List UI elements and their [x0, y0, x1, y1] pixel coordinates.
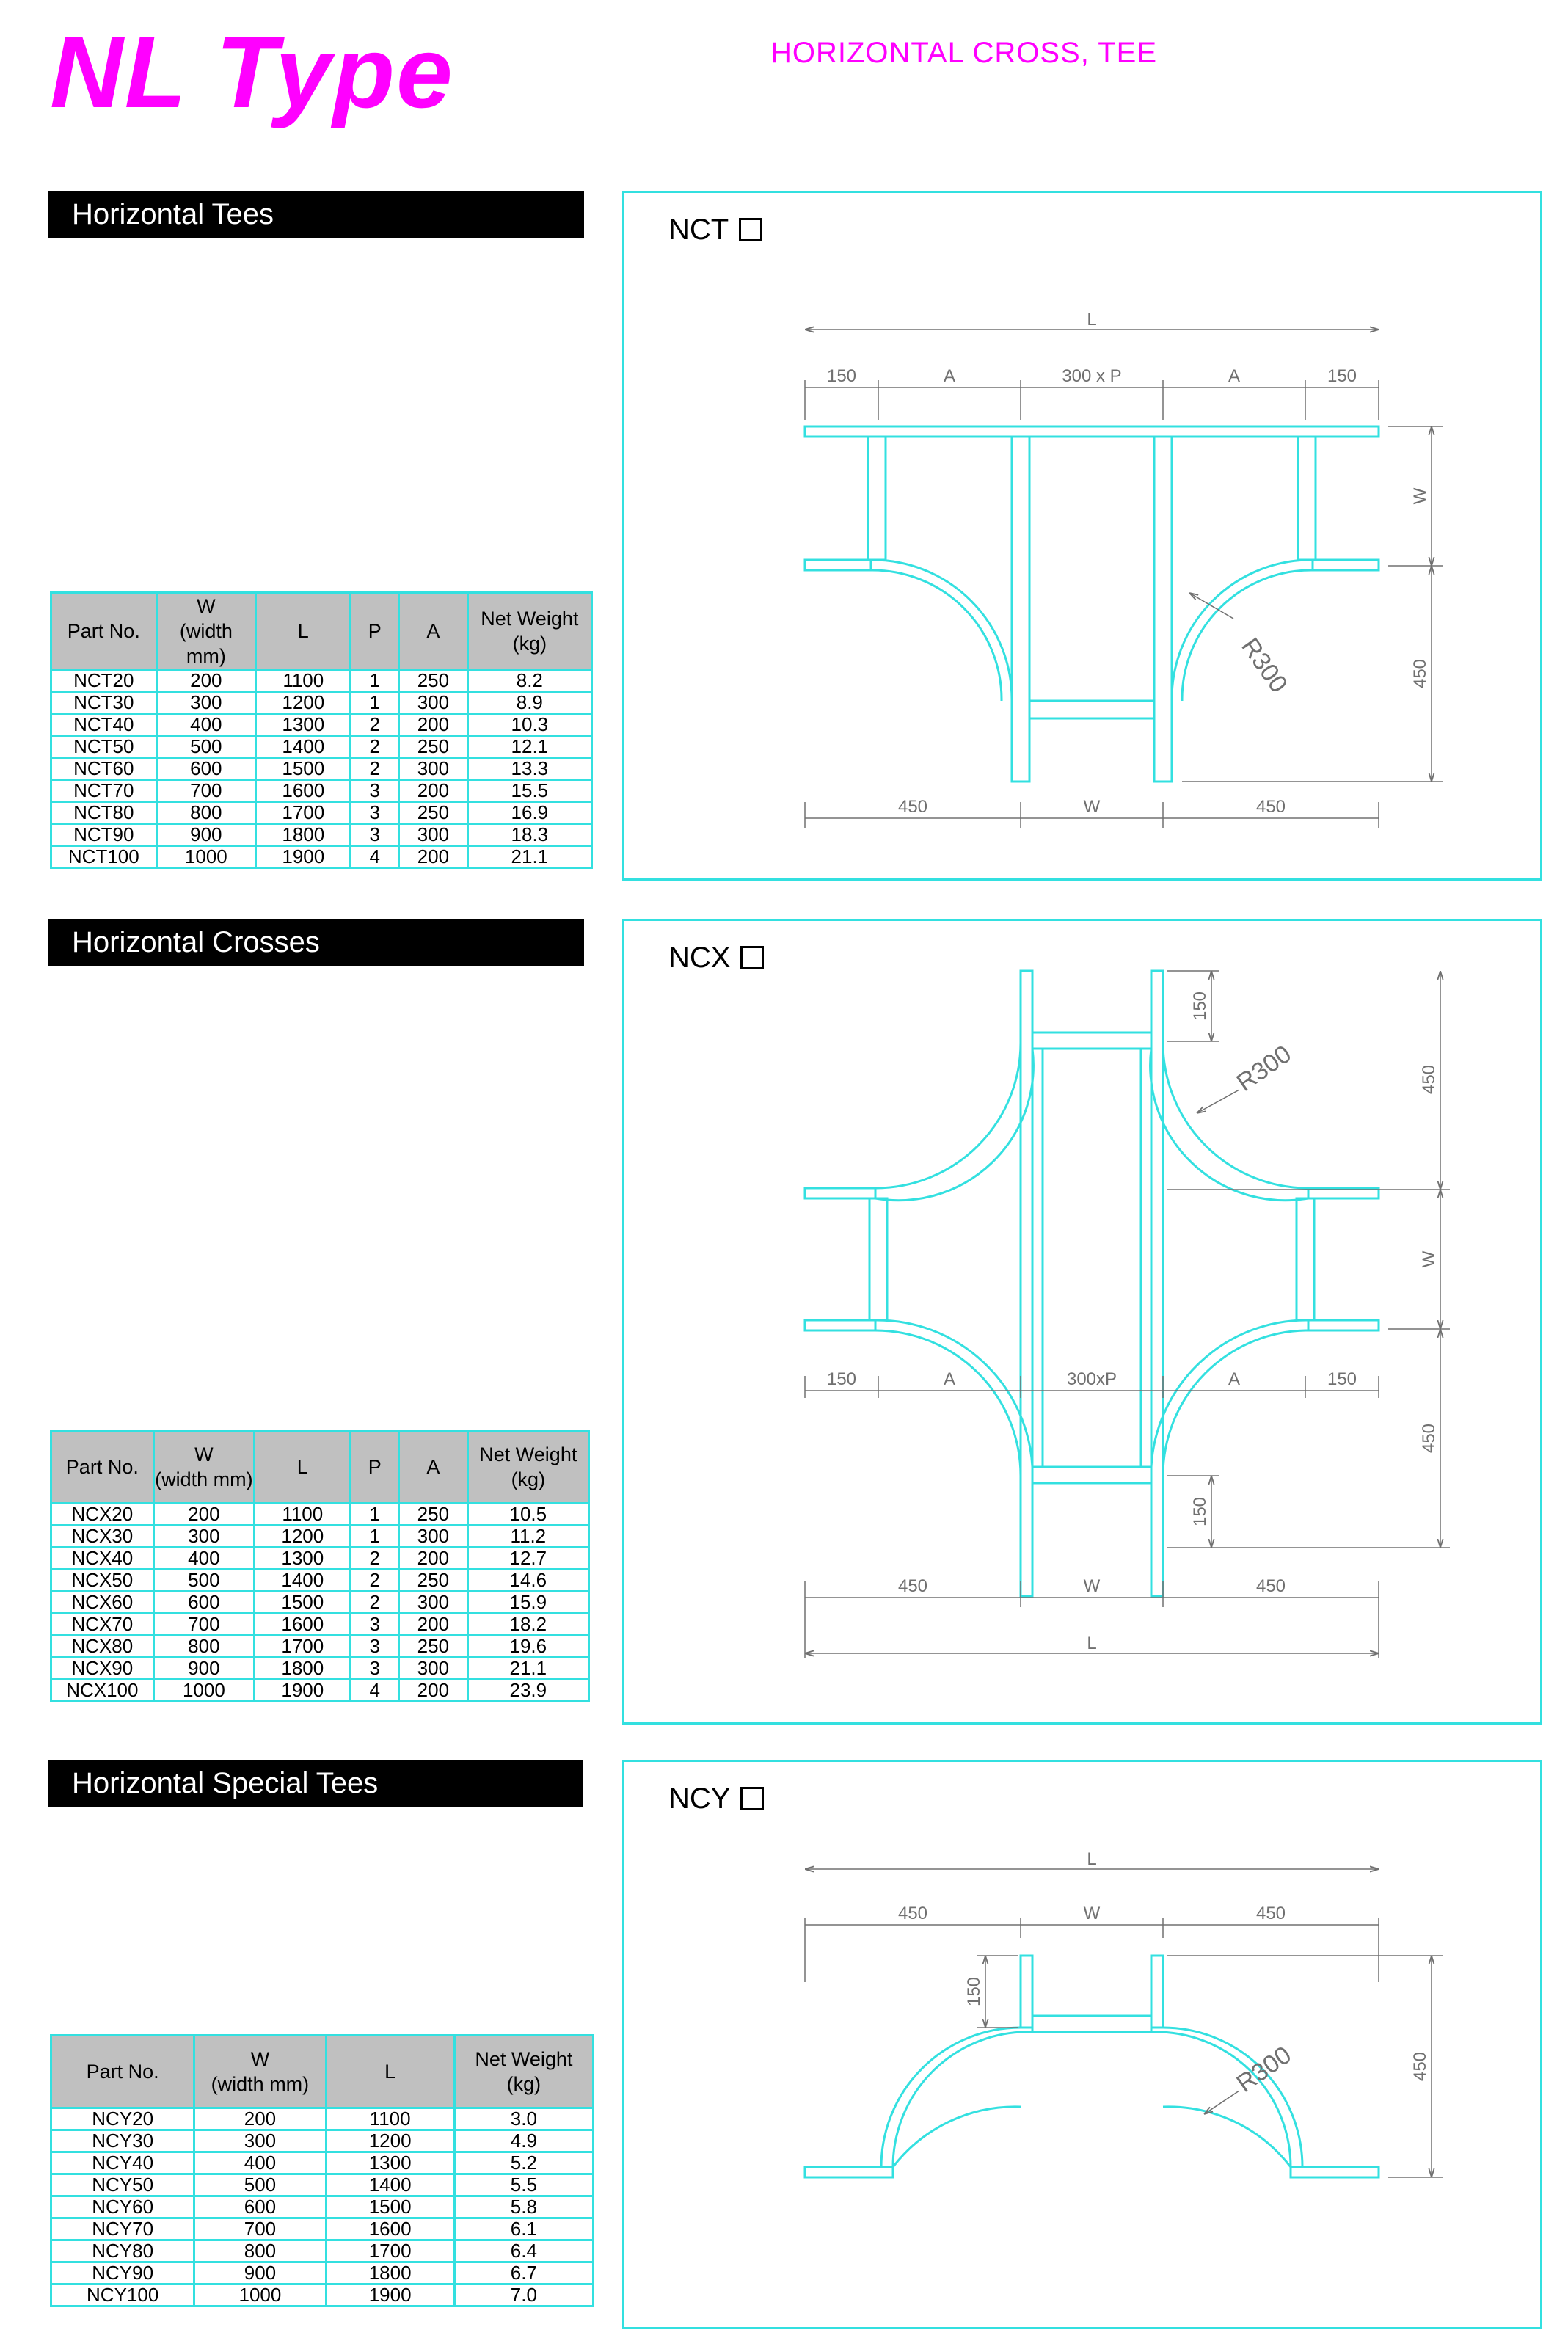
table-cell: 300	[399, 692, 468, 714]
table-cell: 1	[351, 670, 399, 692]
table-cell: 300	[194, 2130, 326, 2152]
table-cell: 1700	[326, 2240, 454, 2262]
table-row	[51, 2240, 594, 2262]
table-row	[51, 2196, 594, 2218]
table-cell: 2	[351, 758, 399, 780]
table-cell: 600	[153, 1592, 254, 1614]
column-header: W (width mm)	[156, 593, 255, 670]
svg-text:450: 450	[897, 797, 928, 817]
column-header: W (width mm)	[194, 2036, 326, 2108]
column-header: L	[326, 2036, 454, 2108]
table-cell: 250	[399, 736, 468, 758]
table-cell: 250	[399, 802, 468, 824]
ncy-label: NCY	[668, 1784, 764, 1813]
svg-text:R300: R300	[1236, 633, 1293, 698]
svg-text:150: 150	[1190, 991, 1210, 1021]
table-row	[51, 1548, 589, 1570]
table-row	[51, 692, 592, 714]
svg-text:450: 450	[1410, 2051, 1430, 2082]
svg-text:R300: R300	[1231, 2041, 1297, 2098]
table-row	[51, 1570, 589, 1592]
table-cell: 1100	[326, 2108, 454, 2130]
column-header: L	[256, 593, 351, 670]
table-cell: 800	[153, 1636, 254, 1658]
table-cell: 5.2	[454, 2152, 593, 2174]
table-cell: 11.2	[467, 1526, 588, 1548]
svg-text:W: W	[1410, 487, 1430, 505]
table-row	[51, 780, 592, 802]
svg-text:R300: R300	[1231, 1040, 1297, 1097]
table-row	[51, 2152, 594, 2174]
table-cell: 500	[153, 1570, 254, 1592]
column-header: P	[351, 1431, 399, 1504]
svg-text:W: W	[1419, 1250, 1439, 1268]
table-cell: NCY90	[51, 2262, 194, 2284]
table-cell: 800	[156, 802, 255, 824]
table-cell: 400	[194, 2152, 326, 2174]
table-cell: 19.6	[467, 1636, 588, 1658]
table-cell: 8.9	[467, 692, 591, 714]
table-row	[51, 758, 592, 780]
table-cell: 1	[351, 1526, 399, 1548]
table-cell: 1900	[256, 846, 351, 868]
svg-text:L: L	[1087, 1634, 1097, 1653]
svg-text:450: 450	[897, 1904, 928, 1923]
ncy-drawing	[624, 1762, 1545, 2331]
table-row	[51, 2262, 594, 2284]
table-cell: 900	[156, 824, 255, 846]
table-cell: 900	[194, 2262, 326, 2284]
table-cell: 10.5	[467, 1504, 588, 1526]
svg-text:150: 150	[826, 366, 857, 386]
table-cell: NCX80	[51, 1636, 154, 1658]
table-row	[51, 1680, 589, 1702]
table-cell: 6.7	[454, 2262, 593, 2284]
table-cell: 14.6	[467, 1570, 588, 1592]
nct-label: NCT	[668, 215, 762, 244]
column-header: Part No.	[51, 2036, 194, 2108]
svg-text:300 x P: 300 x P	[1062, 366, 1122, 386]
table-cell: 12.7	[467, 1548, 588, 1570]
svg-text:A: A	[1228, 1369, 1241, 1389]
table-cell: 1600	[326, 2218, 454, 2240]
table-cell: NCT90	[51, 824, 157, 846]
table-row	[51, 802, 592, 824]
table-cell: 200	[153, 1504, 254, 1526]
table-cell: 700	[194, 2218, 326, 2240]
table-cell: 1200	[326, 2130, 454, 2152]
svg-text:450: 450	[1419, 1064, 1439, 1095]
crosses-diagram-panel	[622, 919, 1542, 1725]
table-cell: 1200	[255, 1526, 351, 1548]
table-cell: 23.9	[467, 1680, 588, 1702]
section-heading-tees: Horizontal Tees	[48, 191, 584, 238]
table-cell: 4	[351, 846, 399, 868]
table-cell: 1200	[256, 692, 351, 714]
table-cell: 16.9	[467, 802, 591, 824]
table-cell: 8.2	[467, 670, 591, 692]
table-cell: NCY70	[51, 2218, 194, 2240]
svg-text:150: 150	[826, 1369, 857, 1389]
table-cell: NCY30	[51, 2130, 194, 2152]
table-row	[51, 2108, 594, 2130]
table-row	[51, 1658, 589, 1680]
table-cell: 250	[399, 1504, 468, 1526]
table-cell: 21.1	[467, 846, 591, 868]
table-cell: 2	[351, 1592, 399, 1614]
table-cell: NCT70	[51, 780, 157, 802]
table-cell: 700	[156, 780, 255, 802]
table-cell: 250	[399, 1570, 468, 1592]
table-cell: 18.2	[467, 1614, 588, 1636]
table-cell: NCT30	[51, 692, 157, 714]
table-cell: 18.3	[467, 824, 591, 846]
svg-text:150: 150	[1327, 1369, 1357, 1389]
table-cell: 400	[153, 1548, 254, 1570]
table-cell: NCX60	[51, 1592, 154, 1614]
table-cell: 200	[399, 1548, 468, 1570]
svg-text:450: 450	[1255, 797, 1286, 817]
table-cell: 1600	[256, 780, 351, 802]
table-cell: 12.1	[467, 736, 591, 758]
table-row	[51, 736, 592, 758]
column-header: Net Weight (kg)	[467, 593, 591, 670]
table-cell: 1000	[156, 846, 255, 868]
column-header: P	[351, 593, 399, 670]
table-cell: 1900	[326, 2284, 454, 2306]
special-diagram-panel	[622, 1760, 1542, 2329]
table-cell: NCT80	[51, 802, 157, 824]
table-cell: NCT20	[51, 670, 157, 692]
table-cell: 15.5	[467, 780, 591, 802]
table-cell: 5.8	[454, 2196, 593, 2218]
table-cell: 200	[399, 714, 468, 736]
table-cell: NCY100	[51, 2284, 194, 2306]
svg-text:A: A	[943, 366, 956, 386]
table-cell: 1100	[256, 670, 351, 692]
column-header: A	[399, 1431, 468, 1504]
table-cell: 4	[351, 1680, 399, 1702]
table-cell: 1800	[326, 2262, 454, 2284]
table-cell: 1500	[255, 1592, 351, 1614]
svg-text:W: W	[1083, 1904, 1101, 1923]
tees-spec-table	[50, 591, 593, 869]
table-cell: 1300	[256, 714, 351, 736]
svg-text:W: W	[1083, 797, 1101, 817]
table-row	[51, 1592, 589, 1614]
page-title: NL Type	[50, 16, 454, 129]
table-cell: 1900	[255, 1680, 351, 1702]
svg-text:450: 450	[1419, 1423, 1439, 1454]
tees-diagram-panel	[622, 191, 1542, 881]
table-cell: 600	[194, 2196, 326, 2218]
table-cell: 200	[399, 846, 468, 868]
table-row	[51, 1614, 589, 1636]
ncx-drawing	[624, 921, 1545, 1727]
table-cell: 1000	[153, 1680, 254, 1702]
table-cell: 300	[399, 824, 468, 846]
column-header: A	[399, 593, 468, 670]
table-cell: 1600	[255, 1614, 351, 1636]
table-cell: 3.0	[454, 2108, 593, 2130]
table-cell: NCY40	[51, 2152, 194, 2174]
table-cell: 200	[399, 780, 468, 802]
column-header: Part No.	[51, 593, 157, 670]
table-cell: 3	[351, 780, 399, 802]
table-cell: 600	[156, 758, 255, 780]
table-cell: 3	[351, 1636, 399, 1658]
table-cell: NCX50	[51, 1570, 154, 1592]
table-cell: 250	[399, 670, 468, 692]
table-cell: 1100	[255, 1504, 351, 1526]
table-cell: 3	[351, 1614, 399, 1636]
table-cell: 1300	[326, 2152, 454, 2174]
column-header: L	[255, 1431, 351, 1504]
table-cell: 3	[351, 802, 399, 824]
table-cell: 1700	[255, 1636, 351, 1658]
svg-text:450: 450	[897, 1576, 928, 1596]
table-cell: 2	[351, 1570, 399, 1592]
table-cell: 1500	[326, 2196, 454, 2218]
table-cell: 7.0	[454, 2284, 593, 2306]
table-cell: 3	[351, 824, 399, 846]
table-cell: NCT60	[51, 758, 157, 780]
table-cell: 1300	[255, 1548, 351, 1570]
table-cell: 1400	[255, 1570, 351, 1592]
table-cell: 6.1	[454, 2218, 593, 2240]
svg-text:150: 150	[964, 1976, 984, 2007]
table-cell: 3	[351, 1658, 399, 1680]
svg-text:A: A	[1228, 366, 1241, 386]
svg-text:450: 450	[1255, 1576, 1286, 1596]
table-cell: 900	[153, 1658, 254, 1680]
table-cell: 300	[156, 692, 255, 714]
table-cell: NCX30	[51, 1526, 154, 1548]
table-cell: 1800	[256, 824, 351, 846]
table-cell: 1400	[256, 736, 351, 758]
table-cell: 800	[194, 2240, 326, 2262]
special-spec-table	[50, 2034, 594, 2307]
section-heading-crosses: Horizontal Crosses	[48, 919, 584, 966]
table-cell: NCY20	[51, 2108, 194, 2130]
table-cell: NCT100	[51, 846, 157, 868]
page-subtitle: HORIZONTAL CROSS, TEE	[770, 37, 1157, 69]
table-cell: 15.9	[467, 1592, 588, 1614]
table-cell: 300	[399, 758, 468, 780]
table-cell: 300	[399, 1592, 468, 1614]
section-heading-special: Horizontal Special Tees	[48, 1760, 583, 1807]
table-cell: 10.3	[467, 714, 591, 736]
table-cell: 1800	[255, 1658, 351, 1680]
ncx-label: NCX	[668, 943, 764, 972]
column-header: W (width mm)	[153, 1431, 254, 1504]
table-row	[51, 2284, 594, 2306]
column-header: Net Weight (kg)	[467, 1431, 588, 1504]
table-row	[51, 714, 592, 736]
table-row	[51, 2218, 594, 2240]
table-cell: 1	[351, 1504, 399, 1526]
table-cell: NCT50	[51, 736, 157, 758]
svg-text:150: 150	[1190, 1496, 1210, 1527]
table-cell: 400	[156, 714, 255, 736]
table-row	[51, 846, 592, 868]
table-cell: 200	[156, 670, 255, 692]
table-row	[51, 1504, 589, 1526]
table-cell: 2	[351, 714, 399, 736]
table-cell: NCY60	[51, 2196, 194, 2218]
table-cell: 700	[153, 1614, 254, 1636]
column-header: Part No.	[51, 1431, 154, 1504]
crosses-spec-table	[50, 1430, 590, 1702]
svg-text:450: 450	[1255, 1904, 1286, 1923]
table-cell: NCX20	[51, 1504, 154, 1526]
svg-text:L: L	[1087, 310, 1097, 329]
table-cell: NCX100	[51, 1680, 154, 1702]
table-cell: 1700	[256, 802, 351, 824]
table-cell: 2	[351, 736, 399, 758]
table-cell: NCY80	[51, 2240, 194, 2262]
table-cell: 1400	[326, 2174, 454, 2196]
table-row	[51, 1636, 589, 1658]
table-cell: 250	[399, 1636, 468, 1658]
svg-text:A: A	[943, 1369, 956, 1389]
table-cell: 1500	[256, 758, 351, 780]
table-row	[51, 670, 592, 692]
table-row	[51, 1526, 589, 1548]
table-cell: 4.9	[454, 2130, 593, 2152]
table-cell: 6.4	[454, 2240, 593, 2262]
table-row	[51, 2130, 594, 2152]
table-row	[51, 824, 592, 846]
table-cell: 13.3	[467, 758, 591, 780]
svg-text:300xP: 300xP	[1066, 1369, 1117, 1389]
svg-text:450: 450	[1410, 658, 1430, 689]
table-cell: 500	[194, 2174, 326, 2196]
table-cell: 1000	[194, 2284, 326, 2306]
table-cell: 200	[399, 1614, 468, 1636]
table-cell: 1	[351, 692, 399, 714]
table-cell: NCT40	[51, 714, 157, 736]
table-cell: 5.5	[454, 2174, 593, 2196]
table-cell: 300	[153, 1526, 254, 1548]
table-row	[51, 2174, 594, 2196]
table-cell: 300	[399, 1526, 468, 1548]
table-cell: 300	[399, 1658, 468, 1680]
svg-text:150: 150	[1327, 366, 1357, 386]
column-header: Net Weight (kg)	[454, 2036, 593, 2108]
table-cell: 500	[156, 736, 255, 758]
table-cell: 200	[194, 2108, 326, 2130]
table-cell: 21.1	[467, 1658, 588, 1680]
table-cell: 2	[351, 1548, 399, 1570]
table-cell: 200	[399, 1680, 468, 1702]
table-cell: NCX40	[51, 1548, 154, 1570]
svg-text:L: L	[1087, 1849, 1097, 1869]
table-cell: NCX90	[51, 1658, 154, 1680]
table-cell: NCX70	[51, 1614, 154, 1636]
nct-drawing	[624, 193, 1545, 883]
svg-text:W: W	[1083, 1576, 1101, 1596]
table-cell: NCY50	[51, 2174, 194, 2196]
